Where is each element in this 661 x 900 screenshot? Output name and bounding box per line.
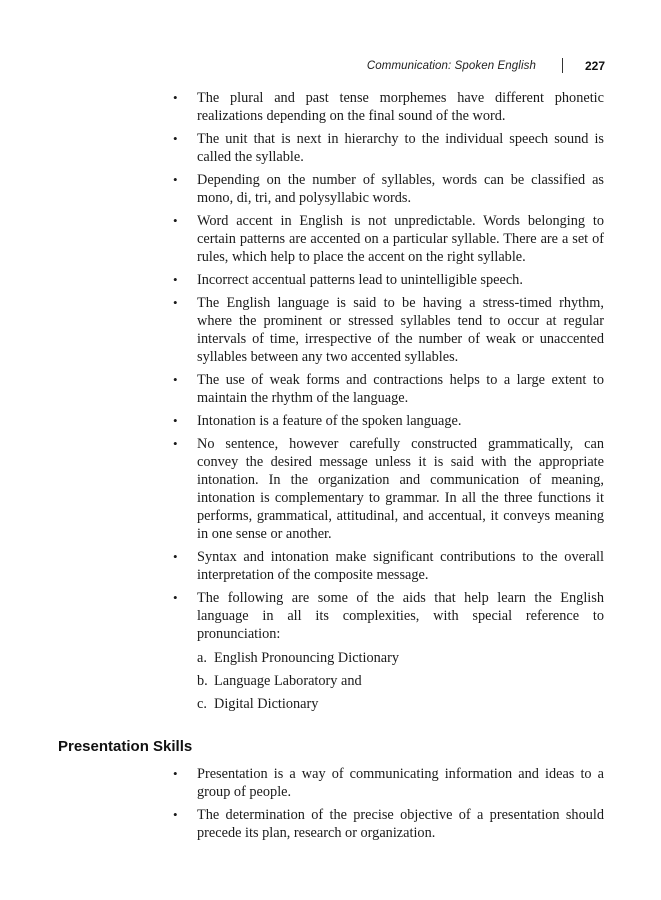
bullet-text: Intonation is a feature of the spoken language. (197, 413, 462, 429)
bullet-item (173, 806, 604, 842)
bullet-icon: • (173, 413, 178, 428)
bullet-text: The determination of the precise objective of a presentation should precede its plan, research or organization. (197, 807, 604, 841)
sub-list-item (197, 672, 604, 690)
bullet-text: The use of weak forms and contractions helps to a large extent to maintain the rhythm of the language. (197, 372, 604, 406)
bullet-text: Presentation is a way of communicating information and ideas to a group of people. (197, 766, 604, 800)
bullet-icon: • (173, 766, 178, 781)
bullet-item (173, 412, 604, 430)
bullet-icon: • (173, 90, 178, 105)
sub-list-text: Digital Dictionary (214, 696, 319, 712)
bullet-text: No sentence, however carefully constructed grammatically, can convey the desired message unless it is said with the appropriate intonation. In the organization and communication of meaning, intonation is complementary to grammar. In all the three functions it performs, grammatical, attitudinal, and accentual, it conveys meaning in one sense or another. (197, 436, 604, 542)
bullet-text: The plural and past tense morphemes have different phonetic realizations depending on the final sound of the word. (197, 90, 604, 124)
aids-sub-list (197, 649, 604, 713)
sub-list-text: Language Laboratory and (214, 673, 362, 689)
presentation-bullet-list (173, 765, 604, 847)
bullet-item (173, 271, 604, 289)
bullet-icon: • (173, 807, 178, 822)
bullet-item (173, 294, 604, 366)
bullet-item (173, 171, 604, 207)
bullet-icon: • (173, 272, 178, 287)
bullet-item (173, 765, 604, 801)
sub-list-marker: b. (197, 673, 208, 689)
bullet-icon: • (173, 131, 178, 146)
bullet-item (173, 89, 604, 125)
sub-list-text: English Pronouncing Dictionary (214, 650, 400, 666)
bullet-item (173, 435, 604, 543)
bullet-item (173, 589, 604, 713)
bullet-text: Incorrect accentual patterns lead to unintelligible speech. (197, 272, 523, 288)
bullet-item (173, 371, 604, 407)
bullet-text: Depending on the number of syllables, words can be classified as mono, di, tri, and polysyllabic words. (197, 172, 604, 206)
bullet-item (173, 130, 604, 166)
sub-list-item (197, 649, 604, 667)
running-header-title: Communication: Spoken English (366, 59, 536, 72)
bullet-icon: • (173, 590, 178, 605)
bullet-item (173, 548, 604, 584)
running-header (367, 58, 605, 73)
page-number: 227 (584, 58, 605, 73)
bullet-text: The following are some of the aids that help learn the English language in all its complexities, with special reference to pronunciation: (197, 590, 604, 642)
bullet-icon: • (173, 436, 178, 451)
bullet-text: The unit that is next in hierarchy to the individual speech sound is called the syllable. (197, 131, 604, 165)
bullet-icon: • (173, 372, 178, 387)
bullet-item (173, 212, 604, 266)
sub-list-item (197, 695, 604, 713)
bullet-text: Syntax and intonation make significant contributions to the overall interpretation of the composite message. (197, 549, 604, 583)
bullet-icon: • (173, 213, 178, 228)
bullet-icon: • (173, 172, 178, 187)
bullet-text: The English language is said to be having a stress-timed rhythm, where the prominent or stressed syllables tend to occur at regular intervals of time, irrespective of the number of weak or unaccented syllables between any two accented syllables. (197, 295, 604, 365)
bullet-icon: • (173, 295, 178, 310)
bullet-icon: • (173, 549, 178, 564)
bullet-text: Word accent in English is not unpredictable. Words belonging to certain patterns are accented on a particular syllable. There are a set of rules, which help to place the accent on the right syllable. (197, 213, 604, 265)
section-heading: Presentation Skills (58, 738, 193, 755)
sub-list-marker: c. (197, 696, 207, 712)
header-separator (562, 58, 563, 73)
sub-list-marker: a. (197, 650, 207, 666)
summary-bullet-list (173, 89, 604, 718)
